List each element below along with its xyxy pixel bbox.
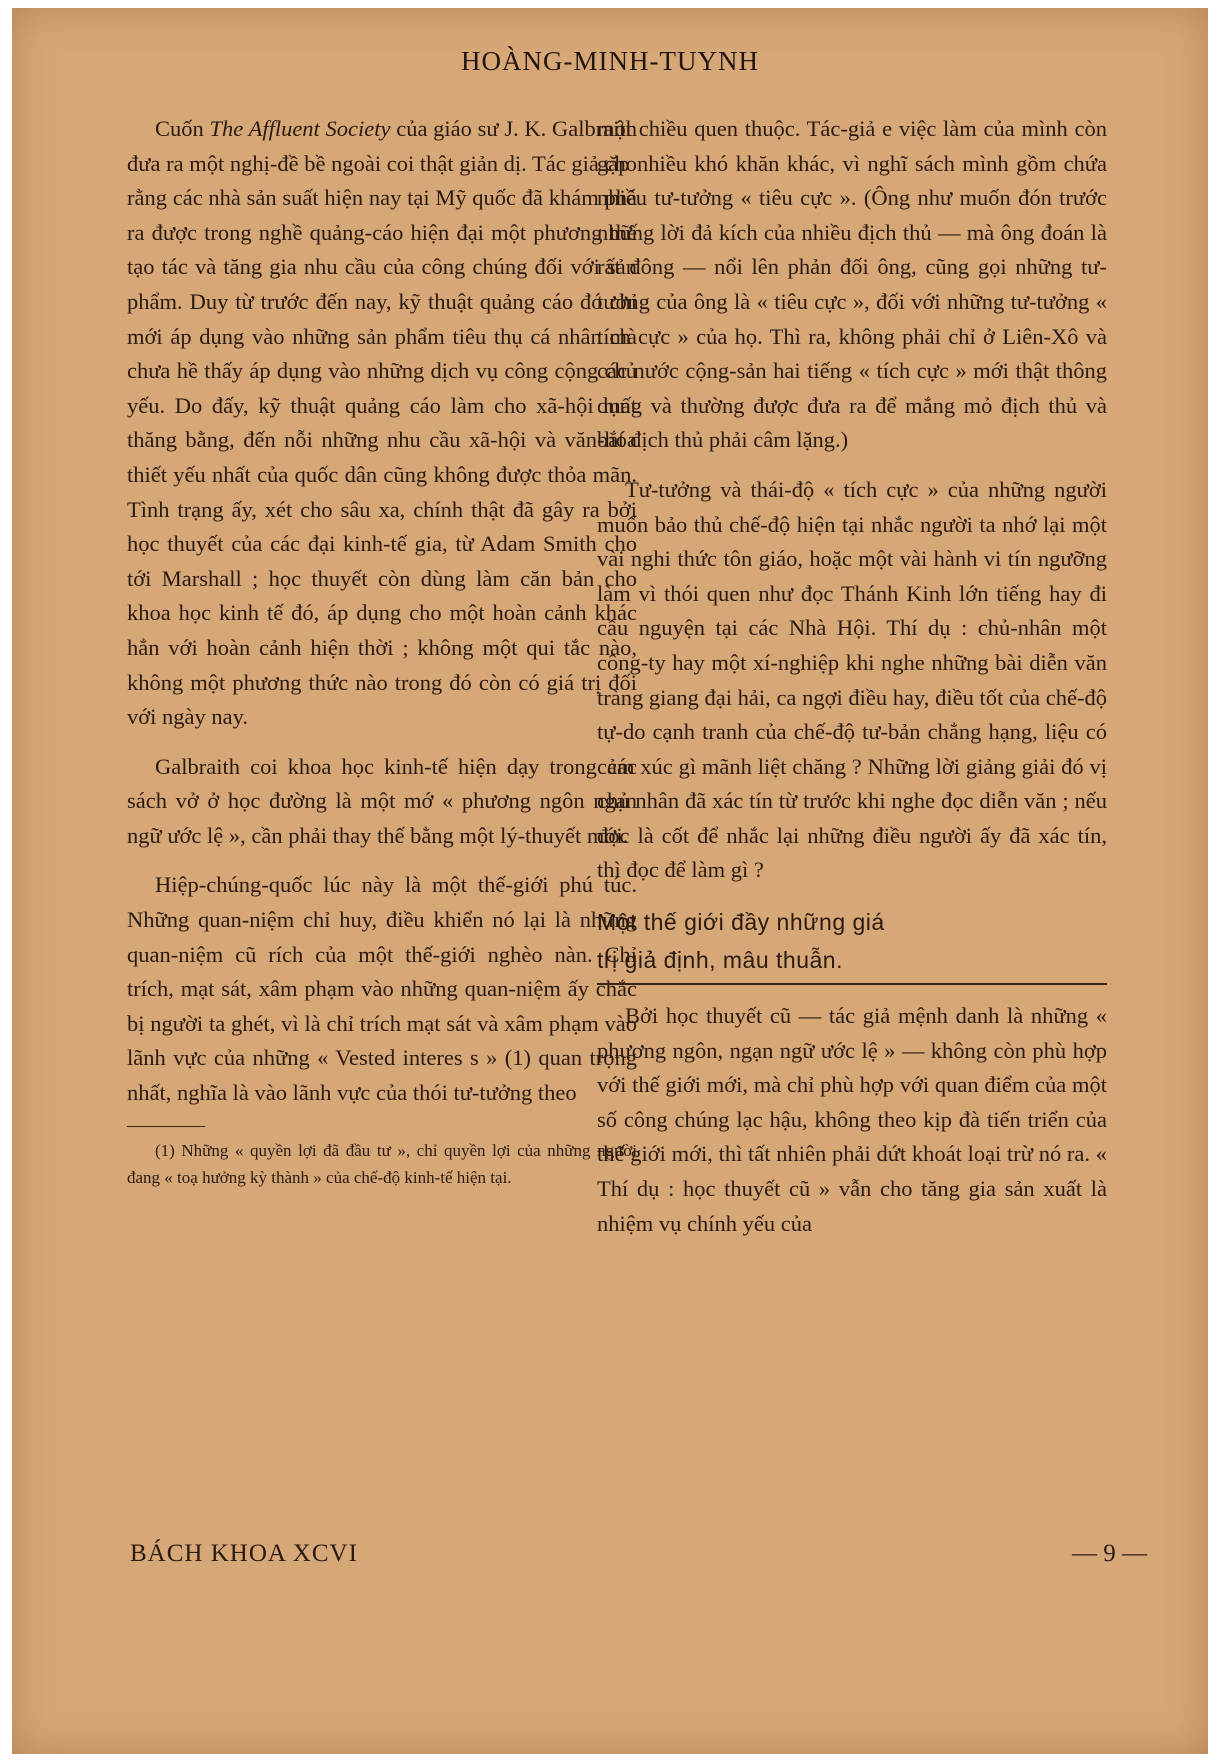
section-heading-line: Một thế giới đầy những giá [597, 909, 885, 936]
paragraph [127, 112, 637, 735]
footnote: (1) Những « quyền lợi đã đầu tư », chỉ quyền lợi của những người đang « toạ hưởng kỳ thành » của chế-độ kinh-tế hiện tại. [127, 1140, 637, 1187]
book-title: The Affluent Society [209, 116, 391, 141]
running-header: HOÀNG-MINH-TUYNH [461, 46, 759, 76]
left-column [127, 112, 637, 1206]
paragraph-text: của giáo sư J. K. Galbraith đưa ra một nghị-đề bề ngoài coi thật giản dị. Tác giả cho rằng các nhà sản suất hiện nay tại Mỹ quốc đã khám phá ra được trong nghề quảng-cáo hiện đại một phương thế tạo tác và tăng gia nhu cầu của công chúng đối với sản phẩm. Duy từ trước đến nay, kỹ thuật quảng cáo đó chỉ mới áp dụng vào những sản phẩm tiêu thụ cá nhân mà chưa hề thấy áp dụng vào những dịch vụ công cộng chủ yếu. Do đấy, kỹ thuật quảng cáo làm cho xã-hội mất thăng bằng, đến nỗi những nhu cầu xã-hội và văn-hóa thiết yếu nhất của quốc dân cũng không được thỏa mãn. Tình trạng ấy, xét cho sâu xa, chính thật đã gây ra bởi học thuyết của các đại kinh-tế gia, từ Adam Smith cho tới Marshall ; học thuyết còn dùng làm căn bản cho khoa học kinh tế đó, áp dụng cho một hoàn cảnh khác hẳn với hoàn cảnh hiện thời ; không một qui tắc nào, không một phương thức nào trong đó còn có giá trị đối với ngày nay. [127, 116, 637, 730]
section-heading [597, 903, 1107, 985]
page-number: — 9 — [1072, 1540, 1147, 1567]
section-heading-line: trị giả định, mâu thuẫn. [597, 947, 843, 974]
paragraph: Tư-tưởng và thái-độ « tích cực » của những người muốn bảo thủ chế-độ hiện tại nhắc người ta nhớ lại một vài nghi thức tôn giáo, hoặc một vài hành vi tín ngưỡng làm vì thói quen như đọc Thánh Kinh lớn tiếng hay đi cầu nguyện tại các Nhà Hội. Thí dụ : chủ-nhân một công-ty hay một xí-nghiệp khi nghe những bài diễn văn tràng giang đại hải, ca ngợi điều hay, điều tốt của chế-độ tự-do cạnh tranh của chế-độ tư-bản chẳng hạng, liệu có cảm xúc gì mãnh liệt chăng ? Những lời giảng giải đó vị chủ nhân đã xác tín từ trước khi nghe đọc diễn văn ; nếu đọc là cốt để nhắc lại những điều người ấy đã xác tín, thì đọc để làm gì ? [597, 476, 1107, 883]
paragraph: Bởi học thuyết cũ — tác giả mệnh danh là những « phương ngôn, ngạn ngữ ước lệ » — không còn phù hợp với thế giới mới, mà chỉ phù hợp với quan điểm của một số công chúng lạc hậu, không theo kịp đà tiến triển của thế giới mới, thì tất nhiên phải dứt khoát loại trừ nó ra. « Thí dụ : học thuyết cũ » vẫn cho tăng gia sản xuất là nhiệm vụ chính yếu của [597, 1003, 1107, 1236]
footnote-divider [127, 1126, 205, 1127]
publication-footer: BÁCH KHOA XCVI [130, 1540, 358, 1567]
paragraph: một chiều quen thuộc. Tác-giả e việc làm của mình còn gặp nhiều khó khăn khác, vì nghĩ sách mình gồm chứa nhiều tư-tưởng « tiêu cực ». (Ông như muốn đón trước những lời đả kích của nhiều địch thủ — mà ông đoán là rất đông — nổi lên phản đối ông, cũng gọi những tư-tưởng của ông là « tiêu cực », đối với những tư-tưởng « tích cực » của họ. Thì ra, không phải chỉ ở Liên-Xô và các nước cộng-sản hai tiếng « tích cực » mới thật thông dụng và thường được đưa ra để mắng mỏ địch thủ và bắt địch thủ phải câm lặng.) [597, 116, 1107, 453]
magazine-page [12, 8, 1208, 1754]
paragraph-text: Cuốn [155, 116, 210, 141]
paragraph: Hiệp-chúng-quốc lúc này là một thế-giới phú túc. Những quan-niệm chỉ huy, điều khiển nó lại là những quan-niệm cũ rích của một thế-giới nghèo nàn. Chỉ trích, mạt sát, xâm phạm vào những quan-niệm ấy chắc bị người ta ghét, vì là chỉ trích mạt sát và xâm phạm vào lãnh vực của những « Vested interes s » (1) quan trọng nhất, nghĩa là vào lãnh vực của thói tư-tưởng theo [127, 872, 637, 1106]
paragraph: Galbraith coi khoa học kinh-tế hiện dạy trong các sách vở ở học đường là một mớ « phương ngôn ngạn ngữ ước lệ », cần phải thay thế bằng một lý-thuyết mới. [127, 753, 637, 848]
right-column [597, 112, 1107, 1256]
